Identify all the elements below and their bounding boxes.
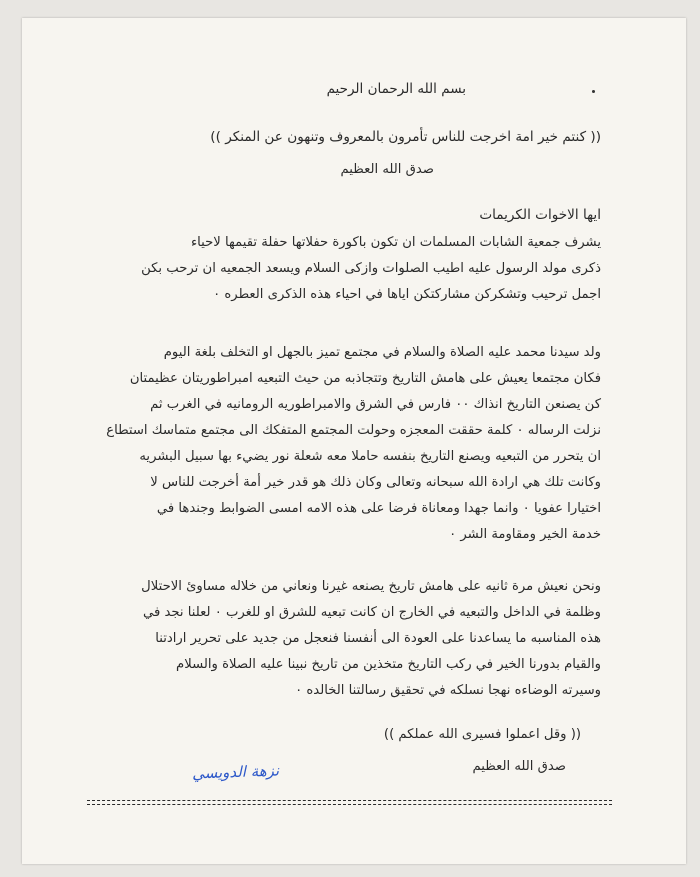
paragraph-3-line-5: وسيرته الوضاءه نهجا نسلكه في تحقيق رسالتنا الخالده ٠: [295, 683, 601, 698]
paragraph-3-line-3: هذه المناسبه ما يساعدنا على العودة الى أنفسنا فنعجل من جديد على تحرير ارادتنا: [155, 631, 601, 646]
paragraph-1-line-1: يشرف جمعية الشابات المسلمات ان تكون باكورة حفلاتها حفلة تقيمها لاحياء: [190, 235, 601, 250]
paragraph-2-line-6: وكانت تلك هي ارادة الله سبحانه وتعالى وكان ذلك هو قدر خير أمة أخرجت للناس لا: [150, 475, 601, 490]
greeting: ايها الاخوات الكريمات: [479, 207, 601, 223]
paragraph-2-line-5: ان يتحرر من التبعيه ويصنع التاريخ بنفسه حاملا معه شعلة نور يضيء بها سبيل البشريه: [139, 449, 601, 464]
divider-bottom: [87, 804, 612, 805]
verse-opening: (( كنتم خير امة اخرجت للناس تأمرون بالمعروف وتنهون عن المنكر )): [210, 129, 601, 145]
paragraph-2-line-3: كن يصنعن التاريخ انذاك ٠٠ فارس في الشرق والامبراطوريه الرومانيه في الغرب ثم: [150, 397, 601, 412]
paragraph-2-line-2: فكان مجتمعا يعيش على هامش التاريخ وتتجاذبه من حيث التبعيه امبراطوريتان عظيمتان: [129, 371, 601, 386]
paragraph-3-line-1: ونحن نعيش مرة ثانيه على هامش تاريخ يصنعه غيرنا ونعاني من خلاله مساوئ الاحتلال: [141, 579, 601, 594]
paragraph-3-line-2: وظلمة في الداخل والتبعيه في الخارج ان كانت تبعيه للشرق او للغرب ٠ لعلنا نجد في: [142, 605, 601, 620]
paragraph-1-line-3: اجمل ترحيب وتشكركن مشاركتكن اياها في احياء هذه الذكرى العطره ٠: [213, 287, 601, 302]
divider-top: [87, 800, 612, 801]
paragraph-2-line-8: خدمة الخير ومقاومة الشر ٠: [449, 527, 601, 542]
verse-closing: صدق الله العظيم: [340, 162, 434, 177]
handwritten-signature: نزهة الدويسي: [191, 761, 280, 783]
paragraph-3-line-4: والقيام بدورنا الخير في ركب التاريخ متخذين من تاريخ نبينا عليه الصلاة والسلام: [176, 657, 601, 672]
paragraph-2-line-4: نزلت الرساله ٠ كلمة حققت المعجزه وحولت المجتمع المتفكك الى مجتمع متماسك استطاع: [106, 423, 601, 438]
paragraph-2-line-1: ولد سيدنا محمد عليه الصلاة والسلام في مجتمع تميز بالجهل او التخلف بلغة اليوم: [163, 345, 601, 360]
verse-final-closing: صدق الله العظيم: [472, 759, 566, 774]
document-page: [22, 18, 686, 864]
stray-mark: [592, 90, 595, 93]
paragraph-2-line-7: اختيارا عفويا ٠ وانما جهدا ومعاناة فرضا على هذه الامه امسى الضوابط وجندها في: [156, 501, 601, 516]
basmala: بسم الله الرحمان الرحيم: [326, 81, 466, 97]
paragraph-1-line-2: ذكرى مولد الرسول عليه اطيب الصلوات وازكى السلام ويسعد الجمعيه ان ترحب بكن: [141, 261, 601, 276]
verse-final: (( وقل اعملوا فسيرى الله عملكم )): [383, 727, 581, 742]
